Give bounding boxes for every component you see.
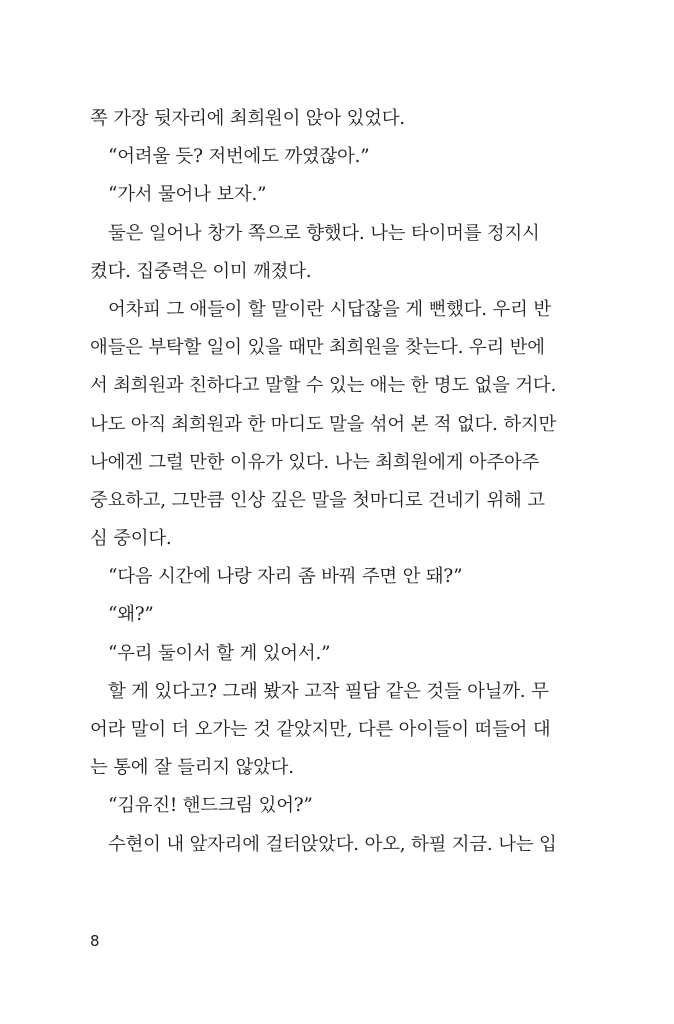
- text-line: “다음 시간에 나랑 자리 좀 바꿔 주면 안 돼?”: [108, 566, 463, 588]
- text-line: 어라 말이 더 오가는 것 같았지만, 다른 아이들이 떠들어 대: [90, 719, 551, 740]
- text-line: 어차피 그 애들이 할 말이란 시답잖을 게 뻔했다. 우리 반: [108, 298, 551, 320]
- text-line: “가서 물어나 보자.”: [108, 184, 267, 206]
- text-line: 중요하고, 그만큼 인상 깊은 말을 첫마디로 건네기 위해 고: [90, 489, 545, 511]
- text-line: 심 중이다.: [90, 528, 172, 550]
- text-line: “왜?”: [108, 604, 154, 626]
- text-line: 나에겐 그럴 만한 이유가 있다. 나는 최희원에게 아주아주: [90, 451, 540, 473]
- text-line: 서 최희원과 친하다고 말할 수 있는 애는 한 명도 없을 거다.: [90, 375, 557, 397]
- text-line: 나도 아직 최희원과 한 마디도 말을 섞어 본 적 없다. 하지만: [90, 413, 557, 435]
- text-line: 쪽 가장 뒷자리에 최희원이 앉아 있었다.: [90, 108, 405, 129]
- body-text: [90, 100, 560, 864]
- page-number: 8: [90, 932, 100, 950]
- text-line: 켰다. 집중력은 이미 깨졌다.: [90, 260, 312, 282]
- text-line: “우리 둘이서 할 게 있어서.”: [108, 642, 331, 664]
- text-line: 애들은 부탁할 일이 있을 때만 최희원을 찾는다. 우리 반에: [90, 337, 545, 359]
- text-line: 수현이 내 앞자리에 걸터앉았다. 아오, 하필 지금. 나는 입: [108, 833, 557, 855]
- text-line: 둘은 일어나 창가 쪽으로 향했다. 나는 타이머를 정지시: [108, 222, 540, 244]
- text-line: “어려울 듯? 저번에도 까였잖아.”: [108, 146, 370, 168]
- text-line: 할 게 있다고? 그래 봤자 고작 필담 같은 것들 아닐까. 무: [108, 680, 549, 702]
- text-line: “김유진! 핸드크림 있어?”: [108, 795, 313, 817]
- text-line: 는 통에 잘 들리지 않았다.: [90, 757, 294, 779]
